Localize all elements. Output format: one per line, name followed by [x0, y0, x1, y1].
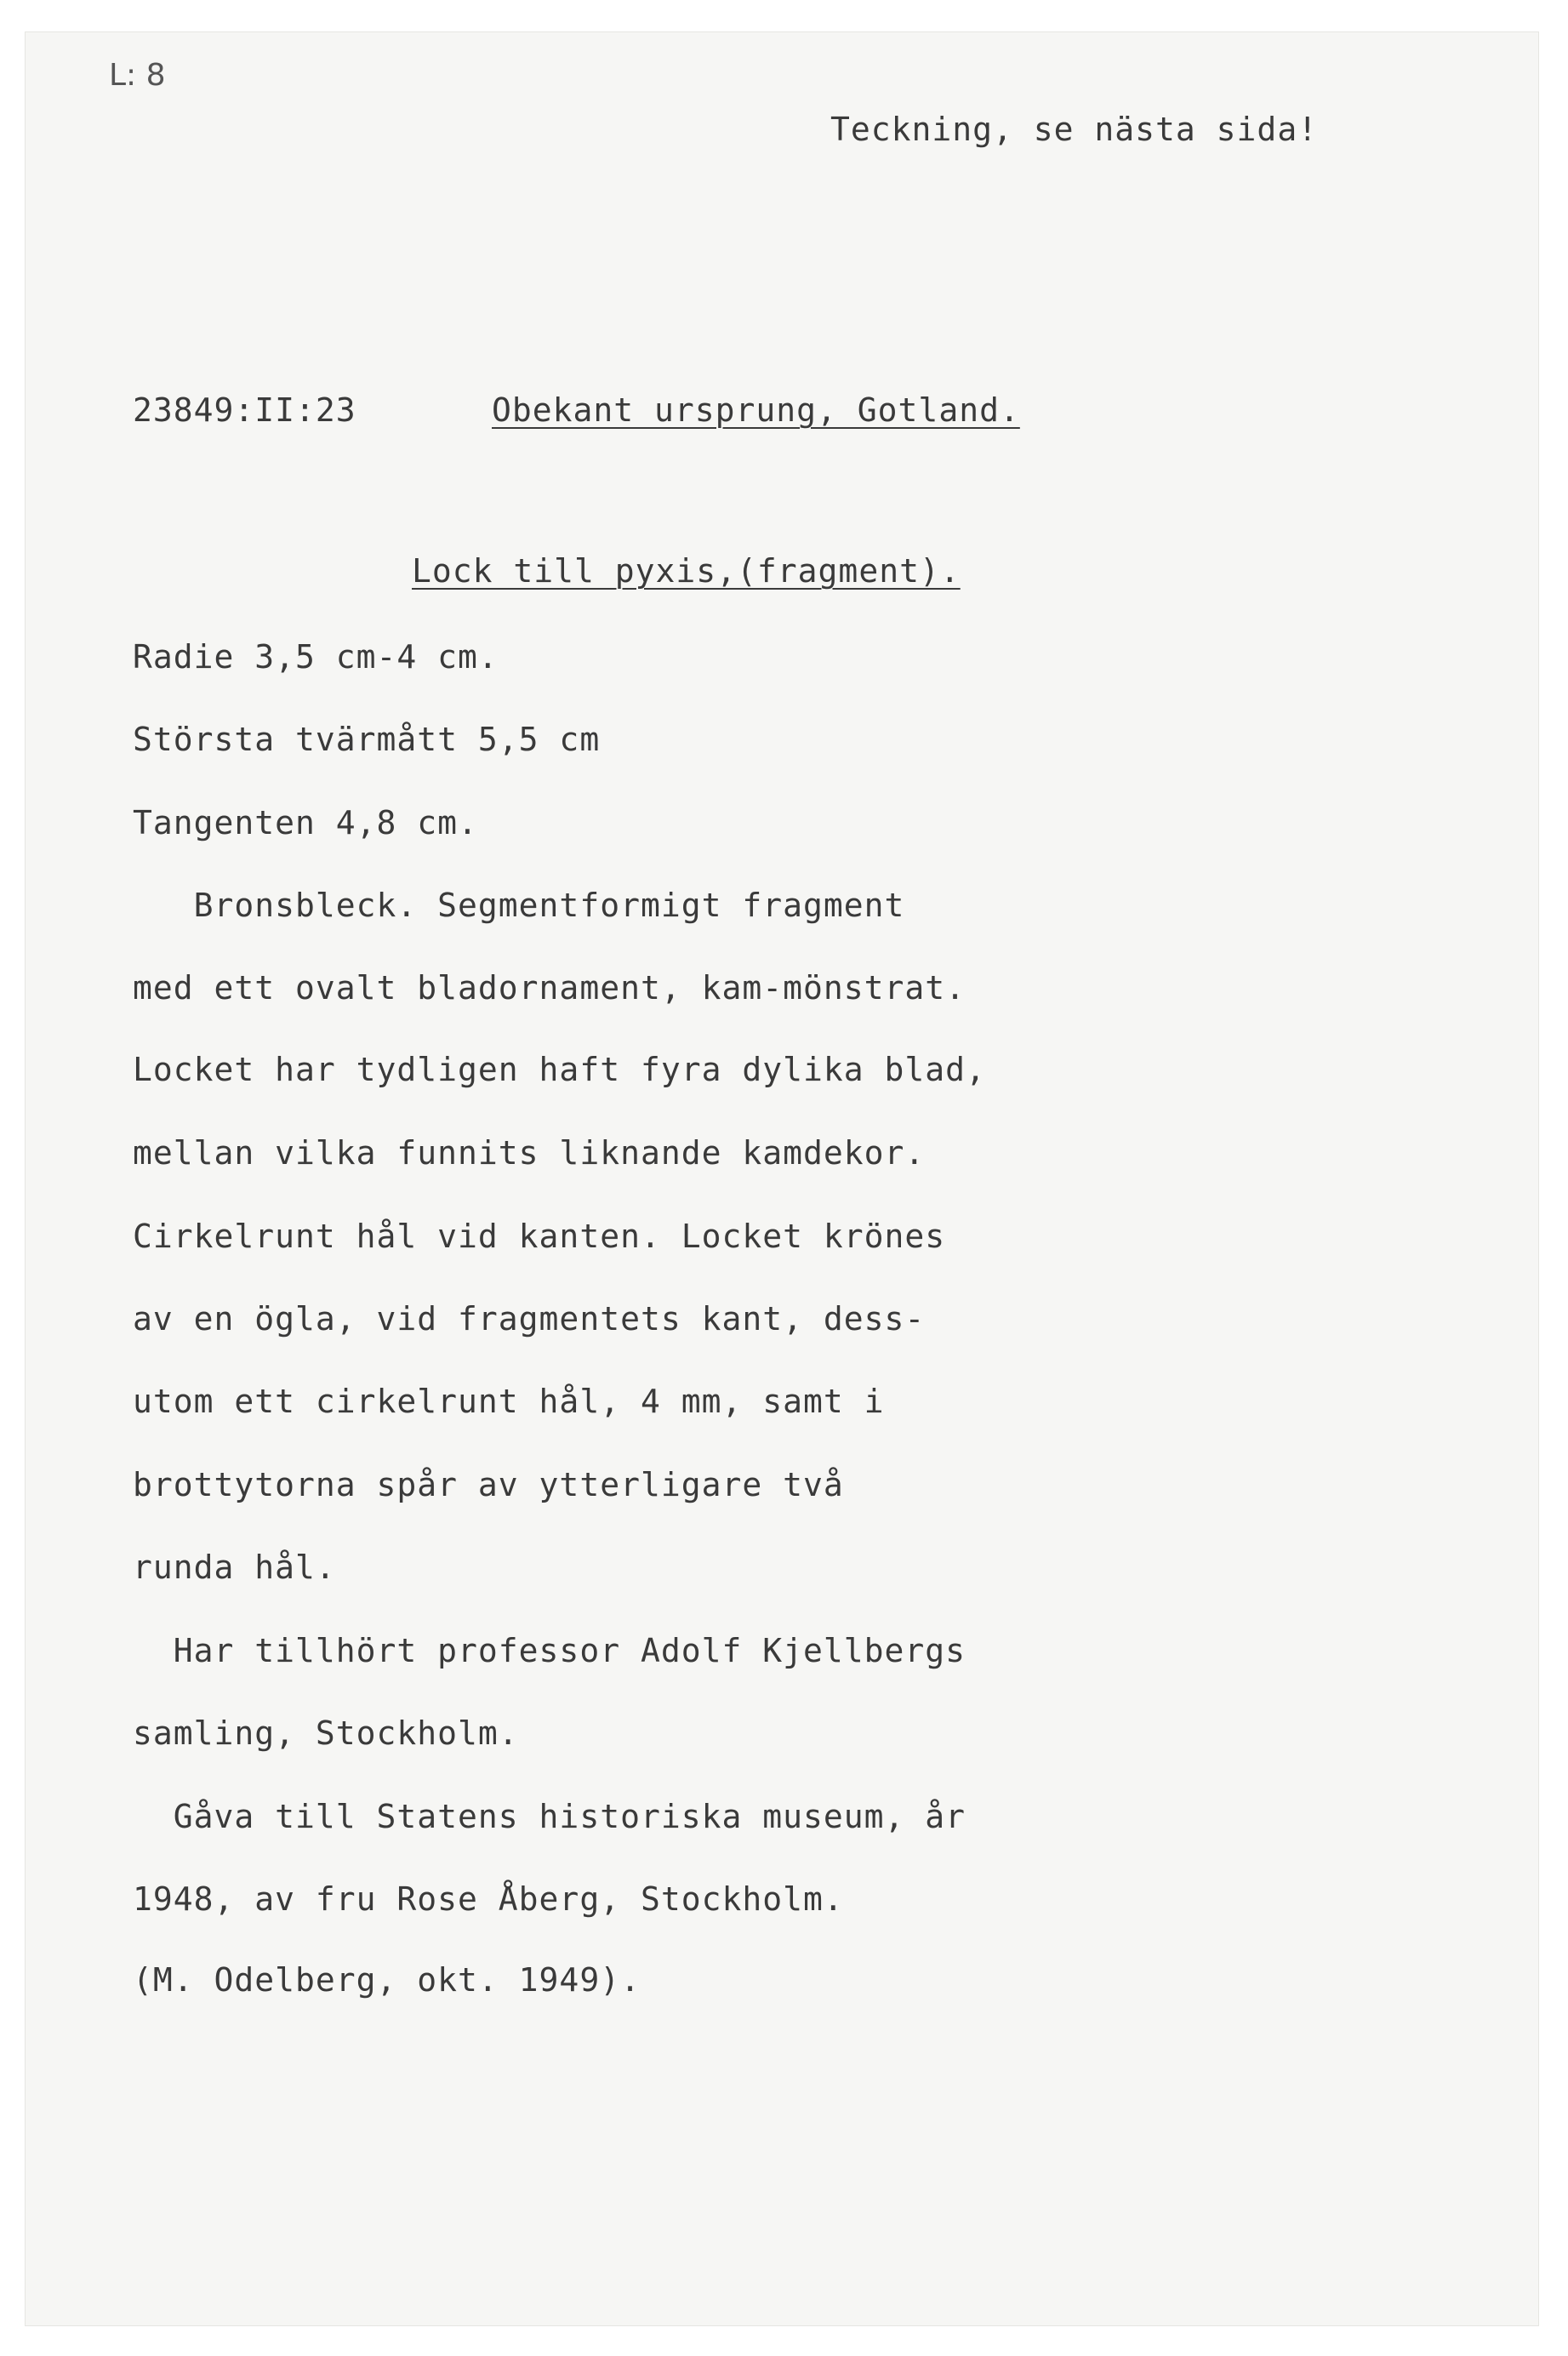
index-card [26, 32, 1538, 2325]
header-note: Teckning, se nästa sida! [830, 111, 1319, 148]
text-line: samling, Stockholm. [133, 1714, 519, 1752]
text-line: Har tillhört professor Adolf Kjellbergs [133, 1632, 966, 1669]
text-line: Tangenten 4,8 cm. [133, 804, 478, 841]
card-reference: L: 8 [109, 58, 166, 93]
provenance: Obekant ursprung, Gotland. [492, 391, 1020, 429]
text-line: mellan vilka funnits liknande kamdekor. [133, 1134, 926, 1172]
text-line: (M. Odelberg, okt. 1949). [133, 1961, 641, 1999]
text-line: 1948, av fru Rose Åberg, Stockholm. [133, 1880, 844, 1918]
text-line: runda hål. [133, 1549, 336, 1586]
text-line: Största tvärmått 5,5 cm [133, 721, 601, 758]
text-line: utom ett cirkelrunt hål, 4 mm, samt i [133, 1383, 885, 1420]
text-line: Radie 3,5 cm-4 cm. [133, 638, 499, 676]
text-line: Locket har tydligen haft fyra dylika blad, [133, 1051, 986, 1088]
object-title: Lock till pyxis,(fragment). [412, 552, 961, 590]
catalog-number: 23849:II:23 [133, 391, 356, 429]
text-line: av en ögla, vid fragmentets kant, dess- [133, 1300, 926, 1338]
text-line: Gåva till Statens historiska museum, år [133, 1798, 966, 1835]
text-line: med ett ovalt bladornament, kam-mönstrat. [133, 969, 966, 1007]
text-line: Cirkelrunt hål vid kanten. Locket krönes [133, 1218, 946, 1255]
text-line: brottytorna spår av ytterligare två [133, 1466, 844, 1503]
text-line: Bronsbleck. Segmentformigt fragment [133, 887, 905, 924]
